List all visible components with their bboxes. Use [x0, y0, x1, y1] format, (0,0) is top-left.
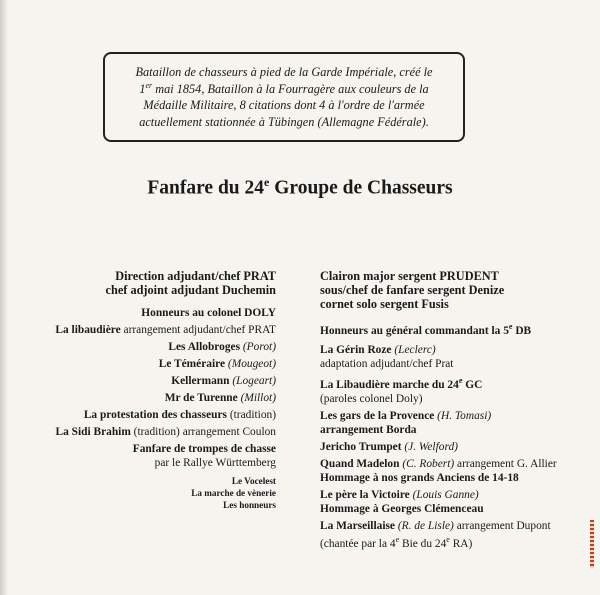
- direction-line: chef adjoint adjudant Duchemin: [105, 283, 276, 297]
- direction-line: sous/chef de fanfare sergent Denize: [320, 283, 505, 297]
- track-item: Mr de Turenne (Millot): [164, 392, 276, 404]
- section-heading: Fanfare de trompes de chasse: [132, 443, 276, 455]
- track-item: Quand Madelon (C. Robert) arrangement G. Allier: [320, 457, 557, 470]
- track-detail: Hommage à Georges Clémenceau: [320, 502, 484, 515]
- track-item: Le Téméraire (Mougeot): [158, 358, 276, 370]
- notice-line: Bataillon de chasseurs à pied de la Garde Impériale, créé le: [135, 65, 433, 79]
- notice-line: 1er mai 1854, Bataillon à la Fourragère aux couleurs de la: [139, 80, 429, 96]
- sleeve-edge-shadow: [0, 0, 8, 595]
- direction-line: cornet solo sergent Fusis: [320, 297, 449, 311]
- track-item: Jericho Trumpet (J. Welford): [320, 440, 458, 453]
- notice-line: actuellement stationnée à Tübingen (Allemagne Fédérale).: [139, 114, 429, 129]
- track-item: Kellermann (Logeart): [171, 375, 276, 387]
- section-heading: Honneurs au colonel DOLY: [141, 307, 276, 319]
- track-detail: arrangement Borda: [320, 423, 417, 436]
- track-item: Les Allobroges (Porot): [168, 341, 276, 353]
- track-item: La Gérin Roze (Leclerc): [320, 343, 436, 356]
- track-detail: Hommage à nos grands Anciens de 14-18: [320, 471, 519, 484]
- track-item: Les gars de la Provence (H. Tomasi): [320, 409, 492, 422]
- section-heading: Honneurs au général commandant la 5e DB: [320, 322, 532, 337]
- sub-track-item: La marche de vènerie: [191, 488, 276, 498]
- track-item: La protestation des chasseurs (tradition): [83, 409, 276, 421]
- track-detail: (chantée par la 4e Bie du 24e RA): [320, 534, 473, 550]
- regiment-notice-box: [103, 52, 465, 142]
- track-detail: (paroles colonel Doly): [320, 392, 423, 405]
- sub-track-item: Le Vocelest: [231, 476, 276, 486]
- notice-line: Médaille Militaire, 8 citations dont 4 à l'ordre de l'armée: [143, 98, 425, 112]
- right-column: [320, 269, 590, 550]
- direction-line: Direction adjudant/chef PRAT: [115, 269, 276, 283]
- track-item: Le père la Victoire (Louis Ganne): [320, 488, 479, 501]
- album-title: Fanfare du 24e Groupe de Chasseurs: [147, 175, 453, 199]
- section-subheading: par le Rallye Württemberg: [154, 457, 276, 469]
- track-item: La Sidi Brahim (tradition) arrangement Coulon: [55, 426, 276, 438]
- track-item: La Libaudière marche du 24e GC: [320, 375, 483, 391]
- direction-line: Clairon major sergent PRUDENT: [320, 269, 499, 283]
- sub-track-item: Les honneurs: [223, 500, 276, 510]
- track-item: La Marseillaise (R. de Lisle) arrangement Dupont: [320, 519, 551, 532]
- track-item: La libaudière arrangement adjudant/chef PRAT: [55, 324, 276, 336]
- left-column: [10, 269, 276, 511]
- track-detail: adaptation adjudant/chef Prat: [320, 357, 454, 370]
- sleeve-label-strip: [590, 520, 594, 568]
